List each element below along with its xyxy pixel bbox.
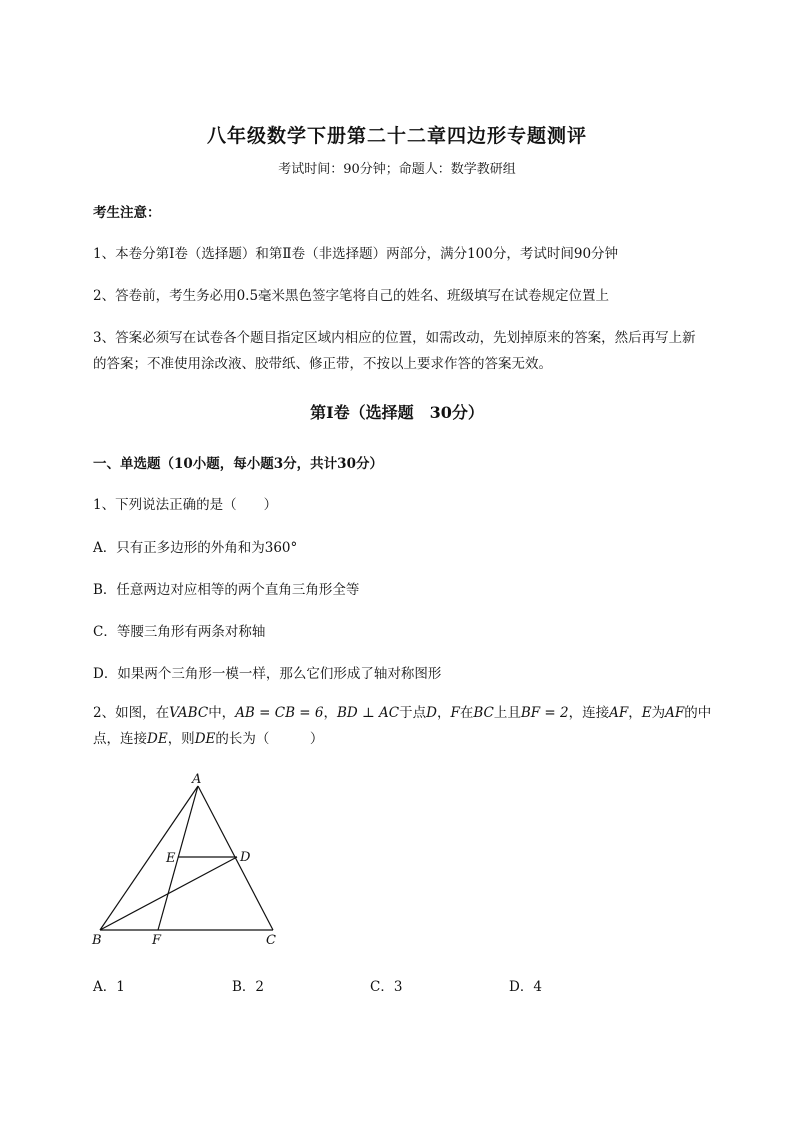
notice-item-3: 3、答案必须写在试卷各个题目指定区域内相应的位置，如需改动，先划掉原来的答案，然后再写上新 bbox=[93, 330, 696, 346]
exam-title: 八年级数学下册第二十二章四边形专题测评 bbox=[206, 125, 587, 147]
notice-item-1: 1、本卷分第I卷（选择题）和第Ⅱ卷（非选择题）两部分，满分100分，考试时间90分钟 bbox=[93, 246, 619, 262]
segment-af bbox=[158, 786, 198, 930]
section-title: 第I卷（选择题 30分） bbox=[310, 403, 484, 422]
segment-ab bbox=[100, 786, 198, 930]
label-a: A bbox=[192, 772, 202, 787]
label-c: C bbox=[266, 933, 276, 948]
question-1-option-d: D．如果两个三角形一模一样，那么它们形成了轴对称图形 bbox=[93, 666, 442, 682]
question-2-stem: 2、如图，在VABC中，AB = CB = 6，BD ⊥ AC于点D，F在BC上且BF = 2，连接AF，E为AF的中点，连接DE，则DE的长为（ ） bbox=[93, 705, 712, 747]
triangle-figure bbox=[88, 770, 288, 950]
notice-item-3-cont: 的答案；不准使用涂改液、胶带纸、修正带，不按以上要求作答的答案无效。 bbox=[93, 356, 552, 372]
label-e: E bbox=[166, 851, 176, 866]
part-heading: 一、单选题（10小题，每小题3分，共计30分） bbox=[93, 456, 383, 472]
question-1-option-b: B．任意两边对应相等的两个直角三角形全等 bbox=[93, 582, 360, 598]
notice-heading: 考生注意： bbox=[93, 205, 161, 221]
notice-item-2: 2、答卷前，考生务必用0.5毫米黑色签字笔将自己的姓名、班级填写在试卷规定位置上 bbox=[93, 288, 610, 304]
question-2-option-c: C．3 bbox=[370, 979, 403, 995]
question-1-option-a: A．只有正多边形的外角和为360° bbox=[93, 540, 298, 556]
label-d: D bbox=[240, 850, 251, 865]
label-f: F bbox=[152, 933, 162, 948]
question-1-stem: 1、下列说法正确的是（ ） bbox=[93, 497, 278, 513]
question-2-option-a: A．1 bbox=[93, 979, 125, 995]
question-2-option-b: B．2 bbox=[232, 979, 265, 995]
question-1-option-c: C．等腰三角形有两条对称轴 bbox=[93, 624, 266, 640]
segment-bd bbox=[100, 857, 237, 930]
label-b: B bbox=[92, 933, 102, 948]
question-2-option-d: D．4 bbox=[509, 979, 542, 995]
exam-subtitle: 考试时间：90分钟；命题人：数学教研组 bbox=[278, 162, 516, 177]
